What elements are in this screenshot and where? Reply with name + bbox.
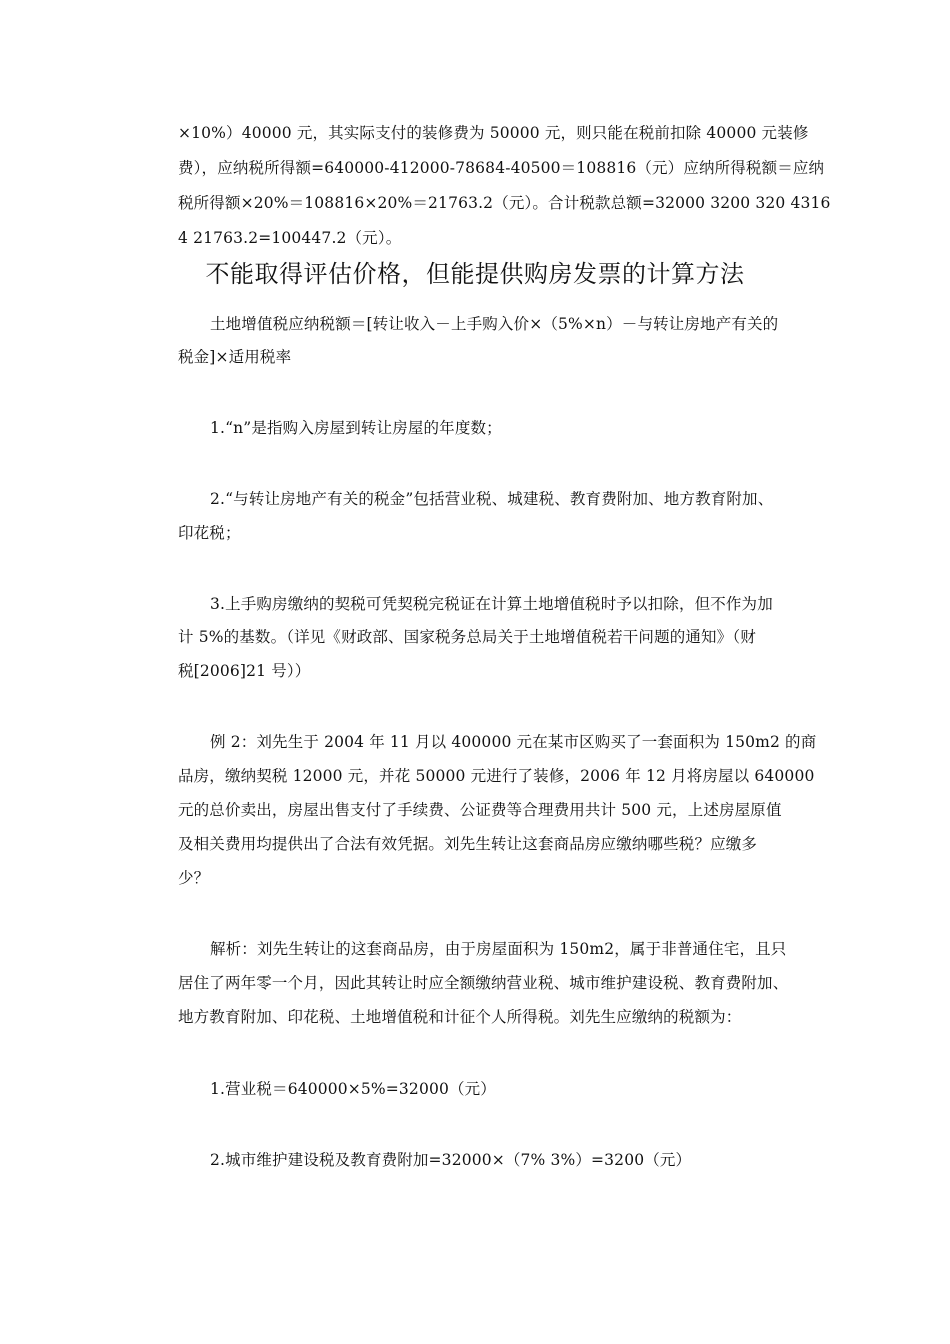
- text-line: 2.“与转让房地产有关的税金”包括营业税、城建税、教育费附加、地方教育附加、: [210, 490, 774, 508]
- text-line: 例 2：刘先生于 2004 年 11 月以 400000 元在某市区购买了一套面积为 150m2 的商: [210, 733, 817, 751]
- text-line: 元的总价卖出，房屋出售支付了手续费、公证费等合理费用共计 500 元，上述房屋原值: [178, 801, 782, 819]
- text-line: 地方教育附加、印花税、土地增值税和计征个人所得税。刘先生应缴纳的税额为：: [178, 1008, 742, 1026]
- text-line: 少？: [178, 869, 210, 887]
- text-line: 4 21763.2=100447.2（元）。: [178, 229, 402, 247]
- text-line: 税所得额×20%＝108816×20%＝21763.2（元）。合计税款总额=32000 3200 320 4316: [178, 194, 831, 212]
- text-line: 土地增值税应纳税额＝[转让收入－上手购入价×（5%×n）－与转让房地产有关的: [210, 315, 779, 333]
- text-line: 费），应纳税所得额=640000-412000-78684-40500＝108816（元）应纳所得税额＝应纳: [178, 159, 825, 177]
- text-line: 2.城市维护建设税及教育费附加=32000×（7% 3%）=3200（元）: [210, 1151, 692, 1169]
- text-line: 居住了两年零一个月，因此其转让时应全额缴纳营业税、城市维护建设税、教育费附加、: [178, 974, 789, 992]
- text-line: 1.营业税＝640000×5%=32000（元）: [210, 1080, 496, 1098]
- text-line: ×10%）40000 元，其实际支付的装修费为 50000 元，则只能在税前扣除 40000 元装修: [178, 124, 809, 142]
- text-line: 1.“n”是指购入房屋到转让房屋的年度数；: [210, 419, 502, 437]
- text-line: 解析：刘先生转让的这套商品房，由于房屋面积为 150m2，属于非普通住宅，且只: [210, 940, 787, 958]
- text-line: 计 5%的基数。（详见《财政部、国家税务总局关于土地增值税若干问题的通知》（财: [178, 628, 756, 646]
- text-line: 品房，缴纳契税 12000 元，并花 50000 元进行了装修，2006 年 12 月将房屋以 640000: [178, 767, 815, 785]
- text-line: 税金]×适用税率: [178, 348, 292, 366]
- section-heading: 不能取得评估价格，但能提供购房发票的计算方法: [205, 260, 745, 288]
- text-line: 3.上手购房缴纳的契税可凭契税完税证在计算土地增值税时予以扣除，但不作为加: [210, 595, 773, 613]
- text-line: 税[2006]21 号））: [178, 662, 311, 680]
- text-line: 及相关费用均提供出了合法有效凭据。刘先生转让这套商品房应缴纳哪些税？应缴多: [178, 835, 758, 853]
- text-line: 印花税；: [178, 524, 241, 542]
